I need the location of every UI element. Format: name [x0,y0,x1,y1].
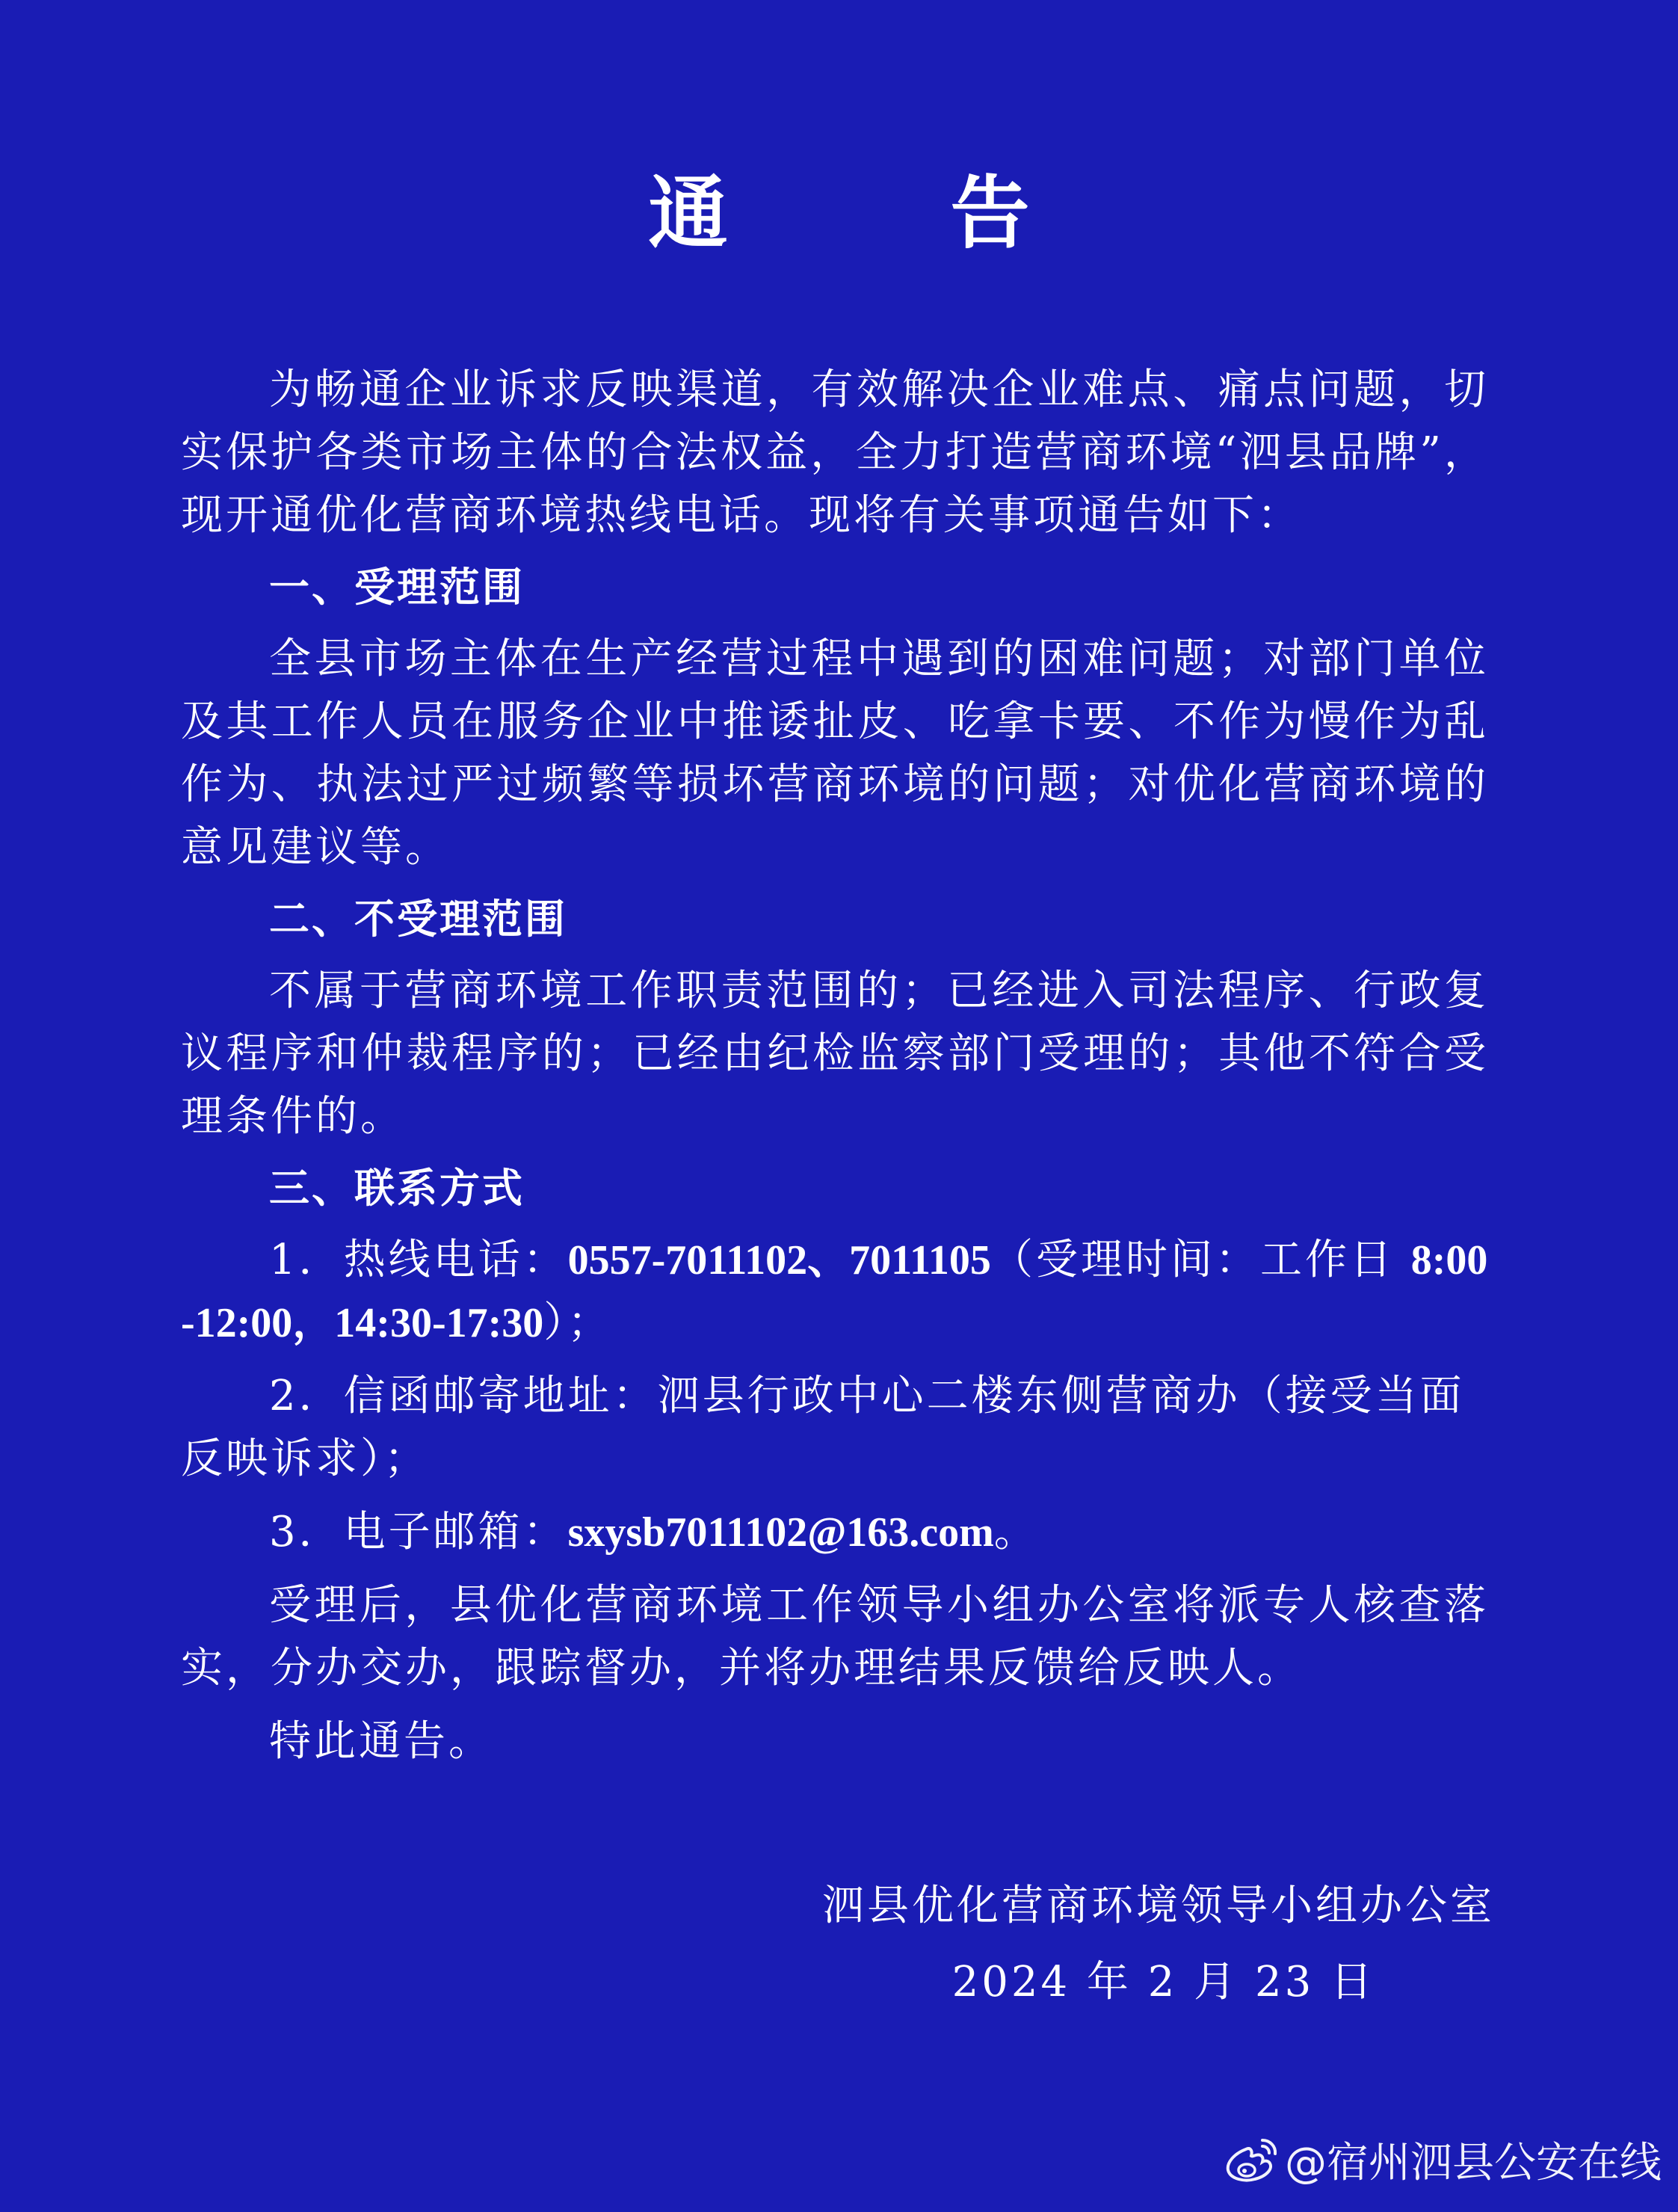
weibo-watermark [1224,2130,1662,2190]
notice-title: 通 告 [648,166,1102,259]
closing-remark: 特此通告。 [269,1717,493,1766]
mail-address-line: 2．信函邮寄地址：泗县行政中心二楼东侧营商办（接受当面反映诉求）； [181,1372,1465,1483]
section-heading-contact: 三、联系方式 [269,1165,525,1212]
weibo-icon [1224,2136,1279,2184]
section-heading-scope: 一、受理范围 [269,564,525,611]
watermark-text: @宿州泗县公安在线 [1285,2139,1662,2187]
hotline-prefix: 1．热线电话： [269,1236,568,1284]
notice-body [181,359,1489,1784]
scope-paragraph: 全县市场主体在生产经营过程中遇到的困难问题；对部门单位及其工作人员在服务企业中推诿扯皮、吃拿卡要、不作为慢作为乱作为、执法过严过频繁等损坏营商环境的问题；对优化营商环境的意见建议等。 [181,635,1489,872]
intro-paragraph: 为畅通企业诉求反映渠道，有效解决企业难点、痛点问题，切实保护各类市场主体的合法权益，全力打造营商环境“泗县品牌”，现开通优化营商环境热线电话。现将有关事项通告如下： [181,366,1489,540]
email-prefix: 3．电子邮箱： [269,1508,568,1556]
hotline-hours-open: （受理时间：工作日 [990,1236,1411,1284]
email-suffix: 。 [993,1508,1039,1556]
hotline-line [181,1229,1489,1355]
out-of-scope-paragraph: 不属于营商环境工作职责范围的；已经进入司法程序、行政复议程序和仲裁程序的；已经由纪检监察部门受理的；其他不符合受理条件的。 [181,967,1489,1141]
issue-date: 2024 年 2 月 23 日 [951,1958,1375,2006]
section-heading-out-of-scope: 二、不受理范围 [269,896,567,943]
email-address: sxysb7011102@163.com [567,1509,994,1556]
issuer-signature: 泗县优化营商环境领导小组办公室 [822,1882,1495,1930]
hotline-hours: 8:00-12:00，14:30-17:30 [181,1237,1488,1346]
email-line [181,1501,1489,1564]
hotline-hours-close: ）； [543,1298,613,1347]
hotline-numbers: 0557-7011102、7011105 [567,1237,991,1284]
closing-paragraph: 受理后，县优化营商环境工作领导小组办公室将派专人核查落实，分办交办，跟踪督办，并将办理结果反馈给反映人。 [181,1581,1489,1692]
